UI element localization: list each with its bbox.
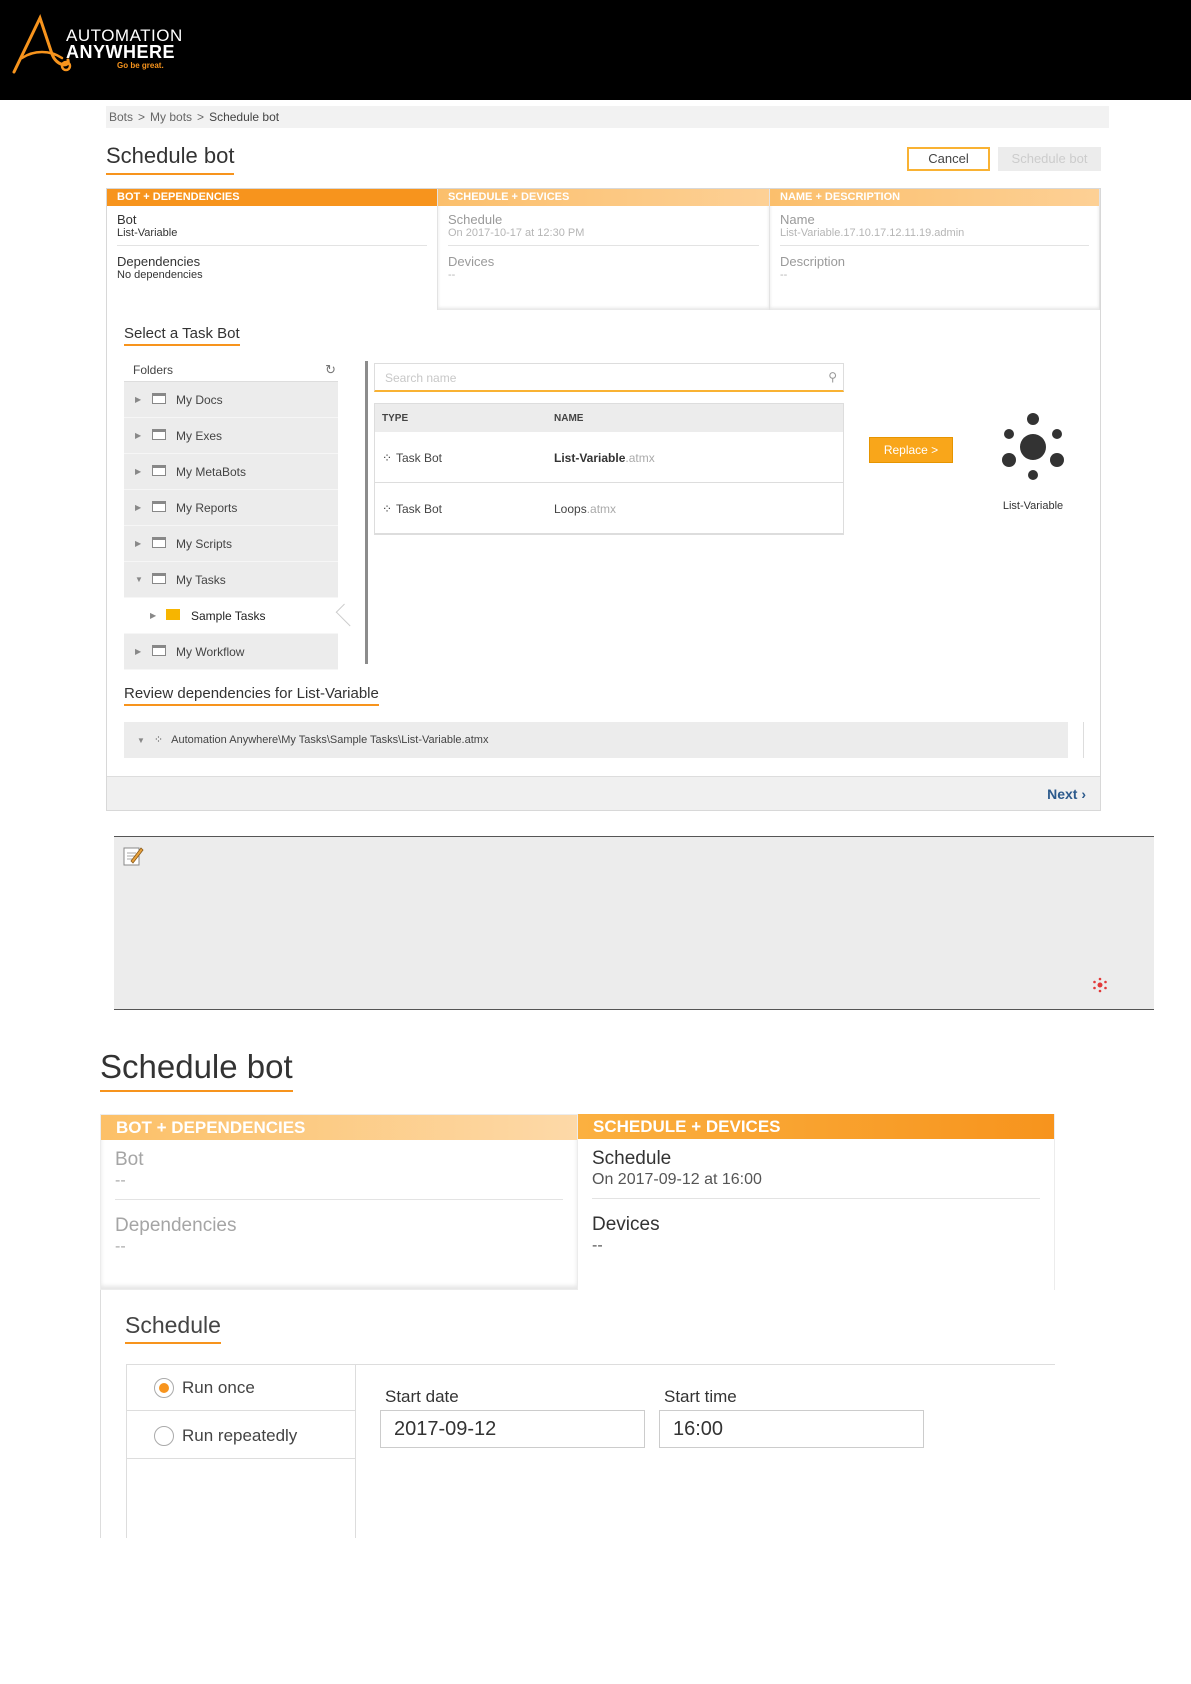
field-value-description: -- — [780, 269, 788, 281]
divider — [117, 245, 427, 246]
dependency-path: Automation Anywhere\My Tasks\Sample Tasks\List-Variable.atmx — [171, 734, 489, 746]
expand-arrow-icon[interactable]: ▶ — [135, 431, 142, 440]
expand-arrow-icon[interactable]: ▶ — [135, 647, 142, 656]
task-bot-icon: ⁘ — [382, 502, 393, 516]
field-value-bot: -- — [115, 1172, 126, 1189]
step-bot-dependencies[interactable] — [107, 189, 438, 310]
select-task-bot-title: Select a Task Bot — [124, 325, 240, 346]
note-box — [114, 836, 1154, 1010]
collapse-arrow-icon[interactable]: ▼ — [137, 736, 145, 745]
table-header — [375, 404, 843, 432]
folder-tree — [124, 358, 338, 664]
step-header: BOT + DEPENDENCIES — [101, 1115, 577, 1140]
step-name-description[interactable] — [770, 189, 1100, 310]
field-value-schedule: On 2017-10-17 at 12:30 PM — [448, 227, 585, 239]
column-type[interactable]: TYPE — [382, 413, 409, 424]
brand-line1: AUTOMATION — [66, 26, 183, 45]
field-label-bot: Bot — [117, 212, 137, 227]
brand-tagline: Go be great. — [117, 61, 164, 70]
cell-name-ext: .atmx — [625, 451, 655, 465]
folder-icon — [152, 393, 166, 404]
folder-open-icon — [152, 573, 166, 584]
search-placeholder: Search name — [385, 371, 457, 385]
step-schedule-devices[interactable] — [438, 189, 770, 310]
field-label-devices: Devices — [448, 254, 495, 269]
folder-label: Sample Tasks — [191, 609, 266, 623]
folder-label: My Reports — [176, 501, 238, 515]
run-once-option[interactable] — [127, 1364, 355, 1411]
field-value-schedule: On 2017-09-12 at 16:00 — [592, 1171, 762, 1188]
field-label-dependencies: Dependencies — [117, 254, 201, 269]
expand-arrow-icon[interactable]: ▶ — [135, 503, 142, 512]
step-header: SCHEDULE + DEVICES — [578, 1114, 1054, 1139]
folder-item[interactable] — [124, 526, 338, 562]
divider — [115, 1199, 563, 1200]
field-label-dependencies: Dependencies — [115, 1215, 237, 1236]
schedule-wizard-panel — [106, 188, 1101, 811]
expand-arrow-icon[interactable]: ▶ — [150, 611, 157, 620]
wizard-steps — [107, 189, 1100, 310]
expand-arrow-icon[interactable]: ▶ — [135, 539, 142, 548]
field-value-dependencies: No dependencies — [117, 269, 203, 281]
pane-splitter[interactable] — [365, 361, 368, 664]
run-frequency-options — [126, 1364, 356, 1538]
folder-item[interactable] — [124, 634, 338, 670]
cancel-button[interactable]: Cancel — [907, 147, 990, 171]
folder-filled-icon — [166, 609, 180, 620]
folder-item-sample-tasks[interactable] — [124, 598, 338, 634]
breadcrumb-bots[interactable]: Bots — [109, 110, 134, 124]
folder-icon — [152, 429, 166, 440]
folder-label: My Scripts — [176, 537, 233, 551]
note-pencil-icon — [122, 845, 144, 867]
expand-arrow-icon[interactable]: ▶ — [135, 467, 142, 476]
run-once-label: Run once — [182, 1378, 255, 1397]
cell-name-base: List-Variable — [554, 451, 626, 465]
field-value-bot: List-Variable — [117, 227, 178, 239]
folder-item[interactable] — [124, 382, 338, 418]
cell-name-base: Loops — [554, 502, 587, 516]
refresh-icon[interactable]: ↻ — [325, 362, 336, 377]
folders-header-label: Folders — [133, 363, 174, 377]
start-time-field[interactable]: 16:00 — [659, 1410, 924, 1448]
folder-item[interactable] — [124, 490, 338, 526]
field-label-devices: Devices — [592, 1214, 660, 1235]
folder-icon — [152, 465, 166, 476]
divider — [780, 245, 1089, 246]
start-date-label: Start date — [385, 1387, 459, 1406]
start-date-field[interactable]: 2017-09-12 — [380, 1410, 645, 1448]
folder-label: My Workflow — [176, 645, 245, 659]
folder-item[interactable] — [124, 418, 338, 454]
task-bot-icon: ⁘ — [153, 734, 164, 746]
radio-unselected-icon[interactable] — [154, 1426, 174, 1446]
task-bot-icon: ⁘ — [382, 451, 393, 465]
step-header: SCHEDULE + DEVICES — [438, 189, 769, 206]
folder-label: My MetaBots — [176, 465, 247, 479]
folder-icon — [152, 645, 166, 656]
selection-pointer — [336, 604, 359, 627]
breadcrumb — [106, 106, 1109, 128]
cell-name-ext: .atmx — [586, 502, 617, 516]
page-title: Schedule bot — [106, 143, 234, 175]
breadcrumb-sep: > — [138, 110, 146, 124]
radio-selected-icon[interactable] — [154, 1378, 174, 1398]
breadcrumb-current: Schedule bot — [209, 110, 280, 124]
cell-type: Task Bot — [396, 451, 443, 465]
folder-label: My Exes — [176, 429, 223, 443]
field-label-schedule: Schedule — [448, 212, 503, 227]
folder-icon — [152, 537, 166, 548]
column-name[interactable]: NAME — [554, 413, 584, 424]
folder-label: My Tasks — [176, 573, 226, 587]
schedule-bot-button[interactable]: Schedule bot — [998, 147, 1101, 171]
automation-anywhere-logo-icon — [10, 14, 72, 76]
schedule-wizard-steps-2 — [100, 1114, 1055, 1290]
breadcrumb-sep: > — [197, 110, 205, 124]
table-row[interactable] — [375, 483, 843, 534]
schedule-section-title: Schedule — [125, 1312, 221, 1344]
bot-marker-icon — [1092, 977, 1108, 993]
review-dependencies-title: Review dependencies for List-Variable — [124, 685, 379, 706]
folders-header — [124, 358, 338, 382]
search-input[interactable] — [374, 363, 844, 392]
folder-item[interactable] — [124, 454, 338, 490]
divider — [592, 1198, 1040, 1199]
run-repeatedly-option[interactable] — [127, 1412, 355, 1459]
divider — [448, 245, 759, 246]
step-bot-dependencies-2[interactable] — [100, 1114, 578, 1290]
run-repeatedly-label: Run repeatedly — [182, 1426, 298, 1445]
field-value-name: List-Variable.17.10.17.12.11.19.admin — [780, 227, 965, 239]
cell-name — [554, 451, 655, 465]
step-header: BOT + DEPENDENCIES — [107, 189, 437, 206]
folder-label: My Docs — [176, 393, 223, 407]
selected-bot-name: List-Variable — [1002, 500, 1064, 512]
field-label-schedule: Schedule — [592, 1148, 672, 1169]
field-value-dependencies: -- — [115, 1238, 126, 1255]
expand-arrow-icon[interactable]: ▶ — [135, 395, 142, 404]
start-time-label: Start time — [664, 1387, 737, 1406]
breadcrumb-my-bots[interactable]: My bots — [150, 110, 193, 124]
collapse-arrow-icon[interactable]: ▼ — [135, 575, 143, 584]
field-label-name: Name — [780, 212, 815, 227]
brand-line2: ANYWHERE — [66, 42, 176, 62]
cell-type: Task Bot — [396, 502, 443, 516]
table-row[interactable] — [375, 432, 843, 483]
brand-header — [0, 0, 1191, 100]
step-header: NAME + DESCRIPTION — [770, 189, 1099, 206]
wizard-footer — [107, 776, 1100, 810]
page-title-2: Schedule bot — [100, 1048, 293, 1092]
step-schedule-devices-2[interactable] — [578, 1114, 1055, 1290]
task-bot-large-icon — [993, 407, 1073, 487]
replace-button[interactable]: Replace > — [869, 437, 953, 463]
field-value-devices: -- — [592, 1237, 603, 1254]
field-label-description: Description — [780, 254, 846, 269]
folder-item-my-tasks[interactable] — [124, 562, 338, 598]
folder-icon — [152, 501, 166, 512]
scrollbar-track[interactable] — [1083, 722, 1084, 758]
search-icon[interactable]: ⚲ — [828, 370, 837, 384]
next-button[interactable]: Next › — [1047, 786, 1086, 802]
dependency-item[interactable] — [124, 722, 1068, 758]
field-label-bot: Bot — [115, 1149, 144, 1170]
field-value-devices: -- — [448, 269, 456, 281]
cell-name — [554, 502, 616, 516]
task-bot-table — [374, 403, 844, 535]
